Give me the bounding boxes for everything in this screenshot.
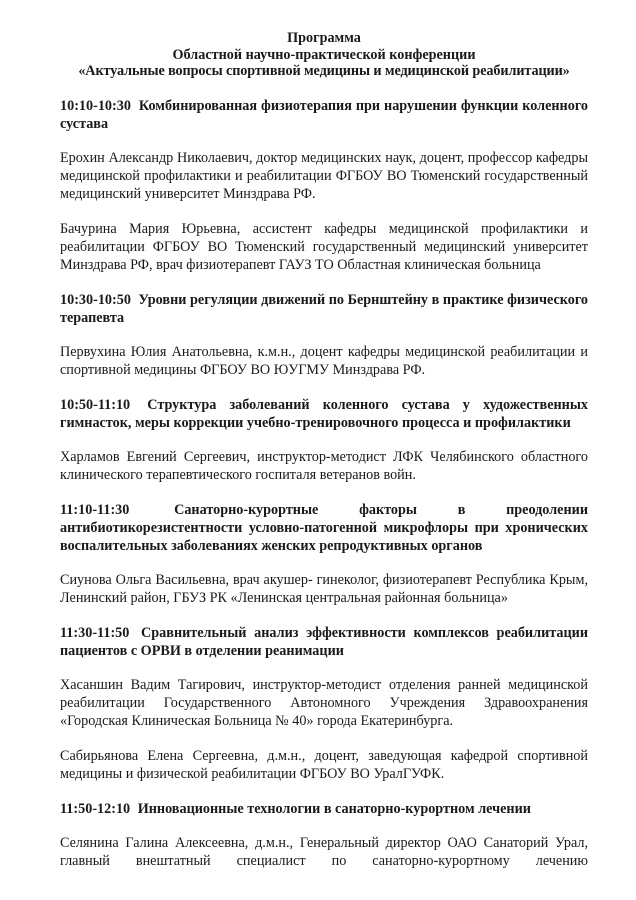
session-item — [60, 291, 588, 379]
session-item — [60, 97, 588, 274]
speaker-info: Сабирьянова Елена Сергеевна, д.м.н., доцент, заведующая кафедрой спортивной медицины и физической реабилитации ФГБОУ ВО УралГУФК. — [60, 747, 588, 782]
session-heading — [60, 624, 588, 660]
program-header — [60, 30, 588, 80]
session-item — [60, 396, 588, 484]
session-heading — [60, 97, 588, 133]
speaker-info: Селянина Галина Алексеевна, д.м.н., Генеральный директор ОАО Санаторий Урал, главный внештатный специалист по санаторно-курортному лечению — [60, 834, 588, 869]
session-topic: Сравнительный анализ эффективности комплексов реабилитации пациентов с ОРВИ в отделении реанимации — [60, 624, 588, 659]
session-time: 11:10-11:30 — [60, 501, 130, 518]
speaker-info: Первухина Юлия Анатольевна, к.м.н., доцент кафедры медицинской реабилитации и спортивной медицины ФГБОУ ВО ЮУГМУ Минздрава РФ. — [60, 343, 588, 378]
session-topic: Комбинированная физиотерапия при нарушении функции коленного сустава — [60, 97, 588, 132]
speaker-info: Ерохин Александр Николаевич, доктор медицинских наук, доцент, профессор кафедры медицинской профилактики и реабилитации ФГБОУ ВО Тюменский государственный медицинский университет Минздрава РФ. — [60, 149, 588, 202]
conference-name: «Актуальные вопросы спортивной медицины и медицинской реабилитации» — [78, 63, 570, 79]
session-heading — [60, 291, 588, 327]
session-topic: Структура заболеваний коленного сустава у художественных гимнасток, меры коррекции учебно-тренировочного процесса и профилактики — [60, 396, 589, 431]
session-topic: Инновационные технологии в санаторно-курортном лечении — [137, 800, 531, 817]
session-item — [60, 501, 588, 607]
session-topic: Санаторно-курортные факторы в преодолении антибиотикорезистентности условно-патогенной микрофлоры при хронических воспалительных заболеваниях женских репродуктивных органов — [60, 501, 588, 554]
speaker-info: Хасаншин Вадим Тагирович, инструктор-методист отделения ранней медицинской реабилитации Государственного Автономного Учреждения Здравоохранения «Городская Клиническая Больница № 40» города Екатеринбурга. — [60, 676, 588, 729]
speaker-info: Сиунова Ольга Васильевна, врач акушер- гинеколог, физиотерапевт Республика Крым, Ленинский район, ГБУЗ РК «Ленинская центральная районная больница» — [60, 571, 588, 606]
session-time: 10:30-10:50 — [60, 291, 131, 308]
document-page — [60, 30, 588, 870]
session-time: 11:50-12:10 — [60, 800, 131, 817]
session-heading — [60, 396, 588, 432]
session-item — [60, 624, 588, 783]
session-topic: Уровни регуляции движений по Бернштейну в практике физического терапевта — [60, 291, 589, 326]
speaker-info: Бачурина Мария Юрьевна, ассистент кафедры медицинской профилактики и реабилитации ФГБОУ ВО Тюменский государственный медицинский университет Минздрава РФ, врач физиотерапевт ГАУЗ ТО Областная клиническая больница — [60, 220, 588, 273]
program-subtitle: Областной научно-практической конференции — [172, 46, 476, 63]
session-heading — [60, 800, 588, 818]
session-time: 11:30-11:50 — [60, 624, 130, 641]
session-heading — [60, 501, 588, 555]
session-time: 10:50-11:10 — [60, 396, 131, 413]
speaker-info: Харламов Евгений Сергеевич, инструктор-методист ЛФК Челябинского областного клинического терапевтического госпиталя ветеранов войн. — [60, 448, 588, 483]
session-time: 10:10-10:30 — [60, 97, 131, 114]
session-item — [60, 800, 588, 870]
program-title: Программа — [287, 30, 361, 46]
